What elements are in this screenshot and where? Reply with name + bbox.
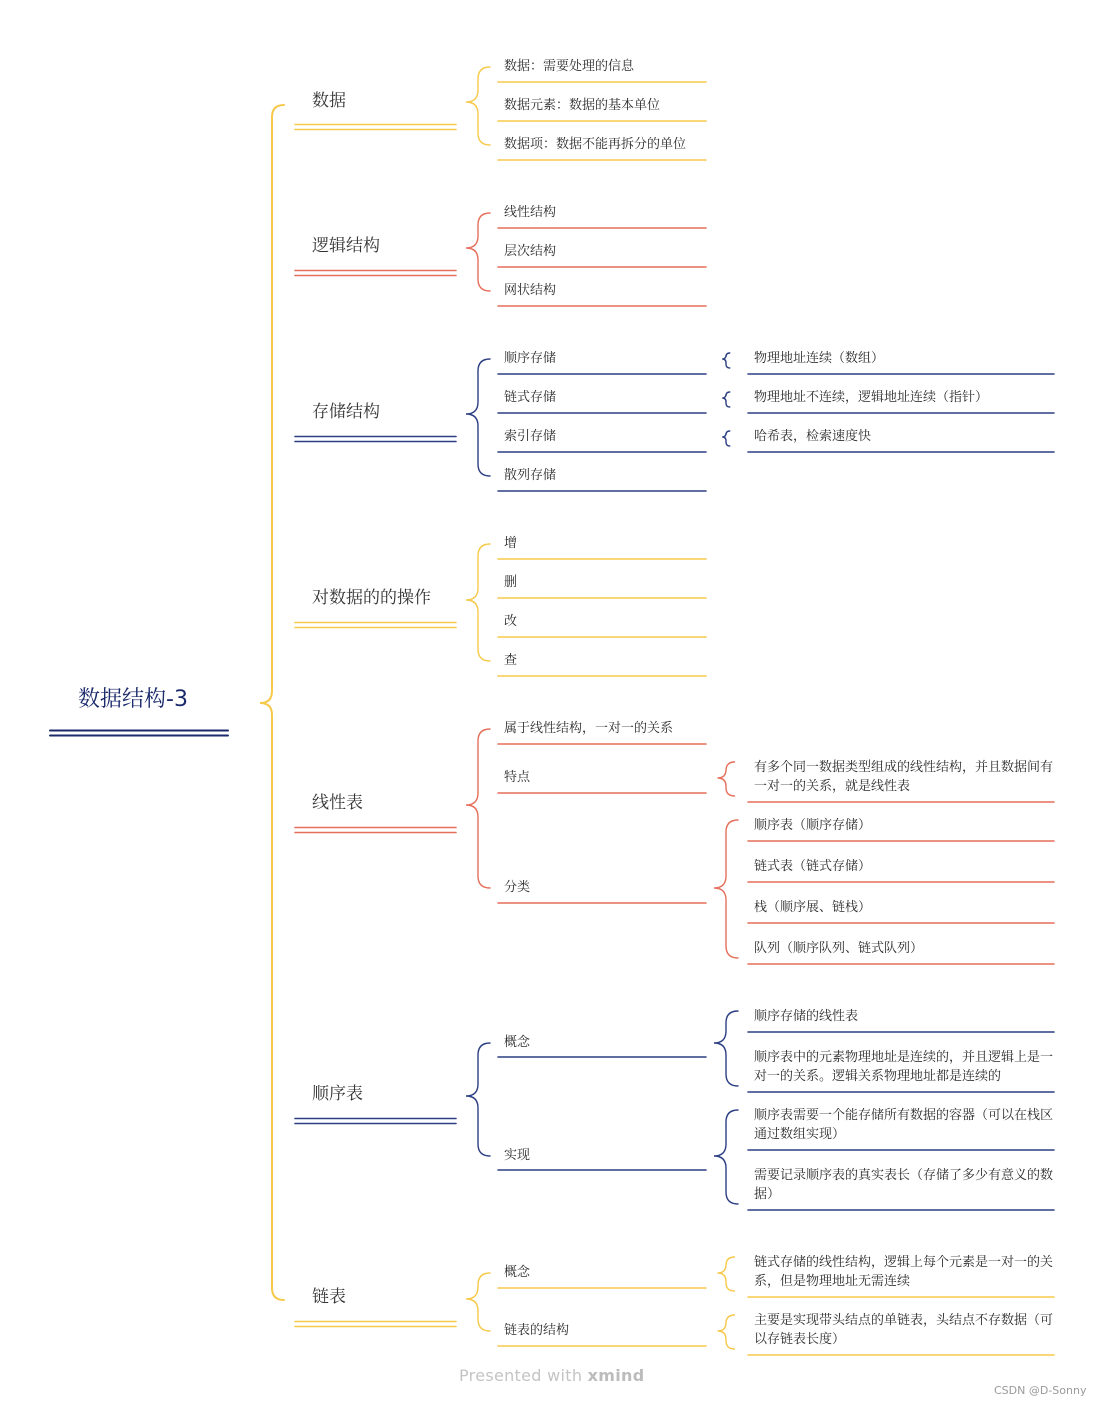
detail-topic: 顺序表（顺序存储） <box>754 818 872 833</box>
subtopic: 实现 <box>504 1148 531 1163</box>
subtopic-brace <box>714 1011 738 1086</box>
subtopic: 链式存储 <box>504 390 557 405</box>
subtopic: 数据项：数据不能再拆分的单位 <box>504 137 687 152</box>
subtopic: 链表的结构 <box>504 1323 570 1338</box>
detail-topic: 顺序表需要一个能存储所有数据的容器（可以在栈区通过数组实现） <box>754 1108 1054 1142</box>
detail-topic: 主要是实现带头结点的单链表，头结点不存数据（可以存链表长度） <box>754 1313 1054 1347</box>
branch-brace <box>466 729 490 888</box>
branch-topic: 逻辑结构 <box>312 236 380 256</box>
subtopic-brace <box>714 1110 738 1204</box>
branch-brace <box>466 213 490 291</box>
subtopic-brace <box>718 762 735 796</box>
detail-topic: 需要记录顺序表的真实表长（存储了多少有意义的数据） <box>754 1168 1054 1202</box>
detail-topic: 顺序表中的元素物理地址是连续的，并且逻辑上是一对一的关系。逻辑关系物理地址都是连续的 <box>754 1050 1054 1084</box>
root-brace <box>260 105 284 1300</box>
detail-topic: 有多个同一数据类型组成的线性结构，并且数据间有一对一的关系，就是线性表 <box>754 760 1054 794</box>
subtopic: 网状结构 <box>504 283 557 298</box>
subtopic: 数据：需要处理的信息 <box>504 59 635 74</box>
branch-brace <box>466 359 490 476</box>
branch-topic: 对数据的的操作 <box>312 588 431 608</box>
csdn-credit: CSDN @D-Sonny <box>994 1384 1087 1397</box>
root-topic: 数据结构-3 <box>78 687 188 712</box>
subtopic: 数据元素：数据的基本单位 <box>504 98 661 113</box>
branch-topic: 数据 <box>312 91 346 111</box>
subtopic-brace <box>718 1315 735 1349</box>
branch-brace <box>466 67 490 145</box>
detail-topic: 哈希表，检索速度快 <box>754 429 872 444</box>
detail-topic: 物理地址不连续，逻辑地址连续（指针） <box>754 390 989 405</box>
subtopic: 改 <box>504 614 518 629</box>
watermark-brand: xmind <box>587 1366 645 1385</box>
detail-topic: 物理地址连续（数组） <box>754 351 885 366</box>
branch-brace <box>466 1043 490 1156</box>
subtopic: 特点 <box>504 770 531 785</box>
subtopic-brace <box>718 1257 735 1291</box>
detail-topic: 链式表（链式存储） <box>754 859 872 874</box>
subtopic-brace <box>722 353 730 368</box>
detail-topic: 顺序存储的线性表 <box>754 1009 859 1024</box>
subtopic-brace <box>714 820 738 958</box>
branch-topic: 线性表 <box>312 793 363 813</box>
subtopic: 分类 <box>504 880 531 895</box>
watermark-prefix: Presented with <box>459 1366 583 1385</box>
subtopic-brace <box>722 392 730 407</box>
subtopic: 散列存储 <box>504 468 557 483</box>
subtopic: 层次结构 <box>504 244 557 259</box>
subtopic-brace <box>722 431 730 446</box>
subtopic: 属于线性结构，一对一的关系 <box>504 721 674 736</box>
branch-topic: 存储结构 <box>312 402 380 422</box>
subtopic: 线性结构 <box>504 205 557 220</box>
branch-topic: 顺序表 <box>312 1084 363 1104</box>
branch-brace <box>466 544 490 661</box>
subtopic: 概念 <box>504 1265 531 1280</box>
subtopic: 顺序存储 <box>504 351 557 366</box>
subtopic: 删 <box>504 575 518 590</box>
detail-topic: 链式存储的线性结构，逻辑上每个元素是一对一的关系，但是物理地址无需连续 <box>754 1255 1054 1289</box>
branch-brace <box>466 1273 490 1331</box>
branch-topic: 链表 <box>312 1287 346 1307</box>
detail-topic: 栈（顺序展、链栈） <box>754 900 872 915</box>
subtopic: 概念 <box>504 1035 531 1050</box>
subtopic: 查 <box>504 653 518 668</box>
subtopic: 增 <box>504 536 518 551</box>
xmind-watermark <box>459 1366 644 1385</box>
detail-topic: 队列（顺序队列、链式队列） <box>754 941 924 956</box>
subtopic: 索引存储 <box>504 429 557 444</box>
